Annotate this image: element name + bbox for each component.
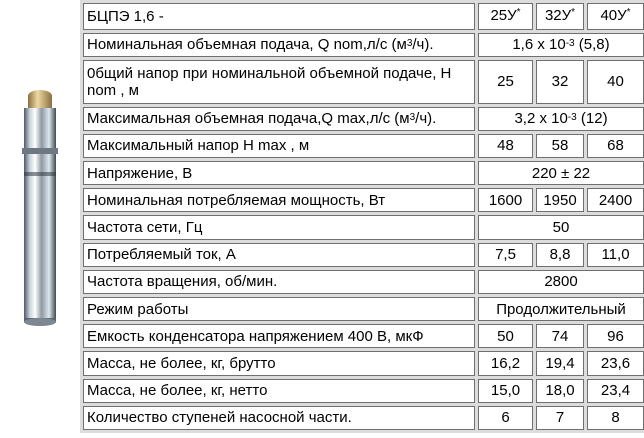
- row-nominal-flow: [83, 33, 644, 57]
- row-label: Номинальная объемная подача, Q nom,л/с $(м^3/ч)$.: [83, 33, 475, 57]
- row-value: 23,4: [587, 379, 644, 403]
- row-value: Продолжительный: [478, 297, 644, 321]
- variant-mark: *: [626, 6, 631, 18]
- variant-mark: *: [516, 6, 521, 18]
- submersible-pump-image: [0, 0, 80, 433]
- row-value: 15,0: [478, 379, 533, 403]
- row-value: 58: [536, 134, 584, 158]
- row-value: 1,6 x $10^{-3}$ (5,8): [478, 33, 644, 57]
- pump-photo: [0, 0, 80, 433]
- row-value: 220 ± 22: [478, 161, 644, 185]
- spec-table-wrapper: [80, 0, 644, 433]
- variant-label: 32У: [544, 6, 572, 24]
- row-rotation: [83, 270, 644, 294]
- row-nominal-head: [83, 60, 644, 104]
- row-value: 1950: [536, 188, 584, 212]
- row-frequency: [83, 215, 644, 239]
- row-max-head: [83, 134, 644, 158]
- row-value: 7: [536, 406, 584, 430]
- row-label: Максимальная объемная подача,Q max,л/с $(м^3/ч)$.: [83, 107, 475, 131]
- row-value: 3,2 x $10^{-3}$ (12): [478, 107, 644, 131]
- model-name: БЦПЭ 1,6 -: [83, 3, 475, 30]
- row-label: Номинальная потребляемая мощность, Вт: [83, 188, 475, 212]
- row-value: 1600: [478, 188, 533, 212]
- row-value: 23,6: [587, 351, 644, 375]
- specification-table: [80, 0, 644, 433]
- row-value: 40: [587, 60, 644, 104]
- row-value: 7,5: [478, 243, 533, 267]
- row-stages: [83, 406, 644, 430]
- row-label: Максимальный напор H max , м: [83, 134, 475, 158]
- row-label: Режим работы: [83, 297, 475, 321]
- row-capacitor: [83, 324, 644, 348]
- row-value: 11,0: [587, 243, 644, 267]
- row-value: 32: [536, 60, 584, 104]
- row-mode: [83, 297, 644, 321]
- row-label: 0бщий напор при номинальной объемной подаче, H nom , м: [83, 60, 475, 104]
- row-current: [83, 243, 644, 267]
- row-label: Напряжение, В: [83, 161, 475, 185]
- variant-header-32: [536, 3, 584, 30]
- row-value: 74: [536, 324, 584, 348]
- variant-label: 40У: [600, 6, 627, 24]
- row-value: 6: [478, 406, 533, 430]
- variant-header-40: [587, 3, 644, 30]
- header-row: [83, 3, 644, 30]
- row-label: Масса, не более, кг, нетто: [83, 379, 475, 403]
- row-value: 2400: [587, 188, 644, 212]
- variant-header-25: [478, 3, 533, 30]
- row-label: Количество ступеней насосной части.: [83, 406, 475, 430]
- row-value: 18,0: [536, 379, 584, 403]
- row-value: 48: [478, 134, 533, 158]
- row-value: 16,2: [478, 351, 533, 375]
- row-mass-gross: [83, 351, 644, 375]
- row-max-flow: [83, 107, 644, 131]
- row-value: 25: [478, 60, 533, 104]
- row-label: Емкость конденсатора напряжением 400 В, мкФ: [83, 324, 475, 348]
- variant-mark: *: [571, 6, 576, 18]
- variant-label: 25У: [490, 6, 517, 24]
- row-value: 2800: [478, 270, 644, 294]
- row-value: 19,4: [536, 351, 584, 375]
- row-value: 96: [587, 324, 644, 348]
- row-mass-net: [83, 379, 644, 403]
- row-value: 50: [478, 324, 533, 348]
- row-label: Частота сети, Гц: [83, 215, 475, 239]
- row-power: [83, 188, 644, 212]
- row-voltage: [83, 161, 644, 185]
- row-value: 8: [587, 406, 644, 430]
- row-value: 50: [478, 215, 644, 239]
- row-value: 68: [587, 134, 644, 158]
- row-value: 8,8: [536, 243, 584, 267]
- row-label: Масса, не более, кг, брутто: [83, 351, 475, 375]
- row-label: Потребляемый ток, А: [83, 243, 475, 267]
- row-label: Частота вращения, об/мин.: [83, 270, 475, 294]
